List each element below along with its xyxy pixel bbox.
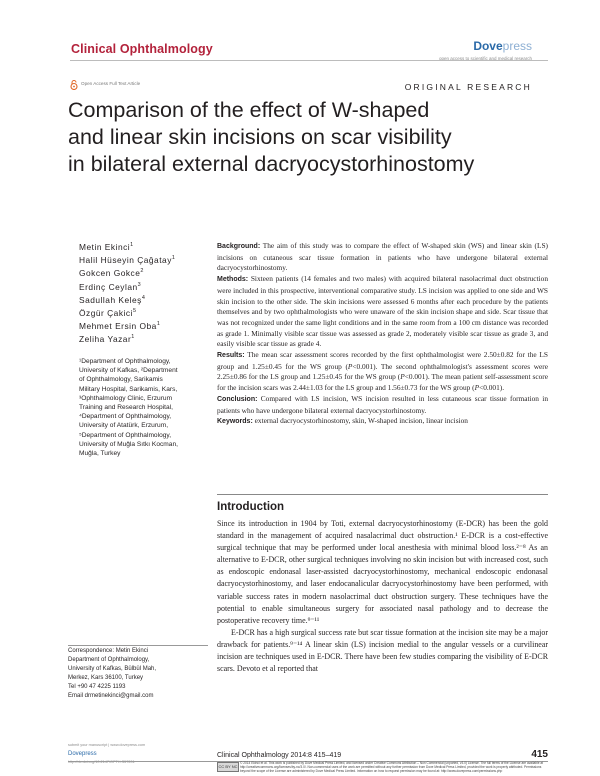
footer-publisher: Dovepress (68, 751, 97, 757)
correspondence-line: Correspondence: Metin Ekinci (68, 648, 149, 654)
author: Özgür Çakici$^5$ (79, 308, 137, 319)
affiliation-line: of Ophthalmology, Sarikamis (79, 376, 163, 384)
affiliation-line: University of Atatürk, Erzurum, (79, 422, 169, 430)
cc-license-badge[interactable]: CC BY NC (217, 762, 239, 772)
affiliation-line: ⁵Department of Ophthalmology, (79, 431, 172, 439)
abstract-methods: Methods: Sixteen patients (14 females and two males) with acquired bilateral nasolacrimal duct obstruction were included in this prospective, interventional comparative study. LS incision was applied to one side and WS skin incision to the other side. The skin incisions were assessed 6 months after each procedure by the patients themselves and by two ophthalmologists who were unaware of the skin incision shape and side. Scar tissue that was not recognized under the same light conditions and in the same room from a 100 cm distance was recorded as grade 1. Minimally visible scar tissue was assessed as grade 2, moderately visible scar tissue as grade 3, and easily visible scar tissue as grade 4. (217, 274, 548, 349)
correspondence-line: Tel +90 47 4225 1193 (68, 683, 126, 690)
paragraph: Since its introduction in 1904 by Toti, external dacryocystorhinostomy (E-DCR) has been the gold standard in the management of acquired nasalacrimal duct obstruction.¹ E-DCR is a cost-effective surgical technique that may be performed under local anesthesia with minimal blood loss.²⁻⁸ As an alternative to E-DCR, other surgical techniques involving no skin incision but with increased cost, such as endoscopic endonasal laser-assisted dacryocystorhinostomy, mechanical endoscopic endonasal dacryocystorhinostomy, and laser endocanalicular dacryocystorhinostomy have been performed, with variable success rates in modern nasolacrimal duct obstruction surgery. These techniques have the potential to enable simultaneous surgery for associated nasal pathology and to decrease the postoperative recovery time.⁹⁻¹¹ (217, 519, 548, 625)
journal-name: Clinical Ophthalmology (71, 42, 213, 56)
header-rule (70, 60, 548, 61)
open-access-icon (70, 80, 78, 90)
affiliation-line: ¹Department of Ophthalmology, (79, 358, 171, 365)
title-line: Comparison of the effect of W-shaped (68, 98, 430, 122)
article-title (68, 97, 548, 178)
abstract-keywords: Keywords: external dacryocystorhinostomy, skin, W-shaped incision, linear incision (217, 416, 468, 426)
footer-journal-citation: Clinical Ophthalmology 2014:8 415–419 (217, 752, 342, 759)
affiliation-line: Military Hospital, Sarikamis, Kars, (79, 385, 178, 393)
author: Halil Hüseyin Çağatay$^1$ (79, 255, 176, 266)
affiliation-line: University of Muğla Sıtkı Kocman, (79, 440, 178, 448)
affiliation-line: Training and Research Hospital, (79, 404, 173, 412)
correspondence (68, 647, 208, 700)
affiliations (79, 357, 214, 458)
author: Metin Ekinci$^1$ (79, 242, 134, 252)
paragraph: E-DCR has a high surgical success rate but scar tissue formation at the incision site may be a major drawback for patients.⁹⁻¹⁴ A linear skin (LS) incision medial to the angular vessels or a curvilinear incision are techniques used in E-DCR. There have been few studies comparing the visibility of E-DCR scars. Devoto et al reported that (217, 627, 548, 674)
abstract-rule (217, 494, 548, 495)
author: Sadullah Keleş$^4$ (79, 294, 146, 305)
correspondence-rule (68, 645, 208, 646)
open-access-label: Open Access Full Text Article (81, 81, 141, 86)
affiliation-line: Muğla, Turkey (79, 450, 121, 458)
affiliation-line: University of Kafkas, ²Department (79, 367, 178, 375)
abstract-conclusion: Conclusion: Compared with LS incision, WS incision resulted in less cutaneous scar tissue formation in patients who have undergone bilateral external dacryocystorhinostomy. (217, 393, 548, 415)
author: Mehmet Ersin Oba$^1$ (79, 321, 161, 332)
publisher-logo (473, 39, 532, 53)
submit-link[interactable]: submit your manuscript | www.dovepress.com (68, 743, 146, 747)
correspondence-line: Merkez, Kars 36100, Turkey (68, 674, 144, 681)
author: Gokcen Gokce$^2$ (79, 268, 144, 279)
author-list (79, 241, 189, 347)
introduction-body (217, 518, 548, 675)
publisher-tagline: open access to scientific and medical research (438, 56, 532, 61)
title-line: in bilateral external dacryocystorhinostomy (68, 152, 475, 176)
author: Erdinç Ceylan$^3$ (79, 281, 142, 292)
brand-light: press (502, 39, 532, 53)
abstract-background: Background: The aim of this study was to compare the effect of W-shaped skin (WS) and linear skin (LS) incisions on cutaneous scar tissue formation in patients who have undergone bilateral external dacryocystorhinostomy. (217, 241, 548, 273)
page-number: 415 (531, 749, 548, 760)
affiliation-line: ³Ophthalmology Clinic, Erzurum (79, 394, 173, 402)
correspondence-line: University of Kafkas, Bülbül Mah, (68, 665, 157, 672)
license-text: © 2014 Ekinci et al. This work is published by Dove Medical Press Limited, and licensed under Creative Commons Attribution – Non Commercial (unported, v3.0) License. The full terms of the License are available at http://creativecommons.org/licenses/by-nc/3.0/. Non-commercial uses of the work are permitted without any further permission from Dove Medical Press Limited, provided the work is properly attributed. Permissions beyond the scope of the License are administered by Dove Medical Press Limited. Information on how to request permission may be found at: http://www.dovepress.com/permissions.php (240, 761, 544, 773)
affiliation-line: ⁴Department of Ophthalmology, (79, 413, 172, 421)
abstract (217, 241, 548, 428)
section-heading-introduction: Introduction (217, 501, 285, 513)
author: Zeliha Yazar$^1$ (79, 334, 135, 345)
doi-link[interactable]: http://dx.doi.org/10.2147/OPTH.S57201 (68, 760, 135, 764)
correspondence-email[interactable]: Email drmetinekinci@gmail.com (68, 692, 154, 699)
correspondence-line: Department of Ophthalmology, (68, 656, 150, 663)
abstract-results: Results: The mean scar assessment scores recorded by the first ophthalmologist were 2.50±0.82 for the LS group and 1.25±0.45 for the WS group (P<0.001). The second ophthalmologist's assessment scores were 2.25±0.86 for the LS group and 1.25±0.45 for the WS group (P<0.001). The mean patient self-assessment score for the incision scars was 2.44±1.03 for the LS group and 1.56±0.73 for the WS group (P<0.001). (217, 350, 548, 393)
title-line: and linear skin incisions on scar visibility (68, 125, 452, 149)
article-type: ORIGINAL RESEARCH (404, 82, 532, 92)
brand-bold: Dove (473, 39, 503, 53)
